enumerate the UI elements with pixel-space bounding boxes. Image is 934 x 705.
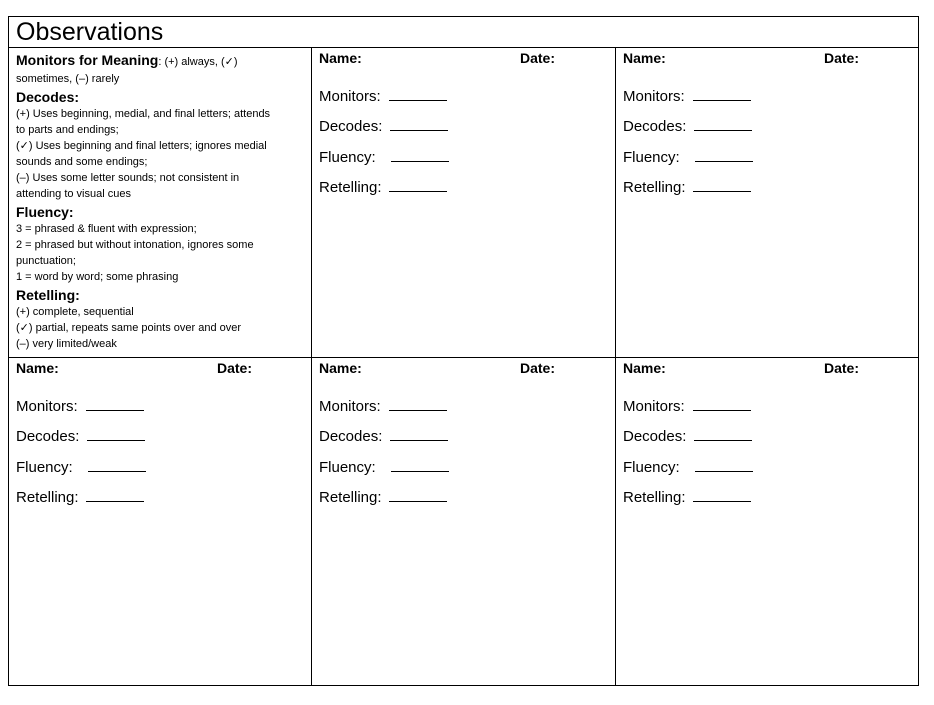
name-label: Name: bbox=[623, 50, 666, 66]
observation-cell-2 bbox=[616, 48, 918, 357]
decodes-label: Decodes: bbox=[16, 428, 80, 445]
retelling-field[interactable] bbox=[319, 178, 447, 197]
observations-sheet bbox=[8, 16, 919, 686]
key-line: sounds and some endings; bbox=[16, 156, 148, 168]
key-line: (–) very limited/weak bbox=[16, 338, 117, 350]
decodes-field[interactable] bbox=[16, 427, 145, 446]
key-line: 1 = word by word; some phrasing bbox=[16, 271, 179, 283]
date-label: Date: bbox=[824, 360, 860, 376]
key-line: 2 = phrased but without intonation, ignores some bbox=[16, 239, 254, 251]
fluency-label: Fluency: bbox=[623, 149, 680, 166]
fluency-label: Fluency: bbox=[319, 149, 376, 166]
fluency-field[interactable] bbox=[623, 458, 753, 477]
retelling-blank[interactable] bbox=[86, 488, 144, 502]
fluency-label: Fluency: bbox=[16, 459, 73, 476]
observation-cell-4 bbox=[312, 358, 615, 686]
monitors-field[interactable] bbox=[623, 87, 751, 106]
fluency-label: Fluency: bbox=[319, 459, 376, 476]
retelling-field[interactable] bbox=[319, 488, 447, 507]
decodes-field[interactable] bbox=[623, 427, 752, 446]
decodes-label: Decodes: bbox=[623, 428, 687, 445]
name-label: Name: bbox=[319, 360, 362, 376]
key-decodes: Decodes: (+) Uses beginning, medial, and final letters; attends to parts and endings; (✓) Uses beginning and final letters; ignores medial sounds and some endings; (–) Uses some letter sounds; not consistent in attending to visual cues bbox=[16, 89, 306, 202]
fluency-field[interactable] bbox=[623, 148, 753, 167]
monitors-field[interactable] bbox=[623, 397, 751, 416]
monitors-label: Monitors: bbox=[319, 398, 381, 415]
key-line: attending to visual cues bbox=[16, 188, 131, 200]
monitors-field[interactable] bbox=[319, 87, 447, 106]
decodes-blank[interactable] bbox=[694, 427, 752, 441]
name-label: Name: bbox=[319, 50, 362, 66]
decodes-blank[interactable] bbox=[390, 427, 448, 441]
key-fluency-heading: Fluency bbox=[16, 204, 69, 220]
retelling-field[interactable] bbox=[623, 178, 751, 197]
key-line: (+) complete, sequential bbox=[16, 306, 134, 318]
scoring-key bbox=[9, 48, 311, 357]
retelling-label: Retelling: bbox=[623, 489, 686, 506]
retelling-field[interactable] bbox=[16, 488, 144, 507]
date-label: Date: bbox=[824, 50, 860, 66]
fluency-blank[interactable] bbox=[391, 148, 449, 162]
key-retelling-heading: Retelling bbox=[16, 287, 76, 303]
key-line: 3 = phrased & fluent with expression; bbox=[16, 223, 197, 235]
decodes-blank[interactable] bbox=[390, 117, 448, 131]
retelling-label: Retelling: bbox=[16, 489, 79, 506]
date-label: Date: bbox=[520, 360, 556, 376]
key-monitors-inline: : (+) always, (✓) bbox=[158, 56, 238, 68]
date-label: Date: bbox=[217, 360, 253, 376]
monitors-field[interactable] bbox=[319, 397, 447, 416]
fluency-blank[interactable] bbox=[695, 148, 753, 162]
monitors-field[interactable] bbox=[16, 397, 144, 416]
decodes-label: Decodes: bbox=[319, 118, 383, 135]
key-line: sometimes, (–) rarely bbox=[16, 73, 120, 85]
monitors-blank[interactable] bbox=[389, 397, 447, 411]
key-monitors bbox=[16, 52, 306, 87]
name-label: Name: bbox=[623, 360, 666, 376]
monitors-label: Monitors: bbox=[319, 88, 381, 105]
date-label: Date: bbox=[520, 50, 556, 66]
retelling-blank[interactable] bbox=[389, 488, 447, 502]
key-decodes-heading: Decodes bbox=[16, 89, 75, 105]
fluency-field[interactable] bbox=[319, 148, 449, 167]
page-title: Observations bbox=[16, 18, 164, 46]
fluency-field[interactable] bbox=[16, 458, 146, 477]
observation-cell-5 bbox=[616, 358, 918, 686]
fluency-label: Fluency: bbox=[623, 459, 680, 476]
retelling-label: Retelling: bbox=[319, 179, 382, 196]
fluency-field[interactable] bbox=[319, 458, 449, 477]
key-line: punctuation; bbox=[16, 255, 76, 267]
key-line: (✓) Uses beginning and final letters; ignores medial bbox=[16, 140, 267, 152]
decodes-field[interactable] bbox=[319, 427, 448, 446]
key-line: (+) Uses beginning, medial, and final letters; attends bbox=[16, 108, 271, 120]
decodes-label: Decodes: bbox=[623, 118, 687, 135]
retelling-blank[interactable] bbox=[693, 178, 751, 192]
retelling-label: Retelling: bbox=[319, 489, 382, 506]
retelling-label: Retelling: bbox=[623, 179, 686, 196]
key-line: (–) Uses some letter sounds; not consistent in bbox=[16, 172, 240, 184]
monitors-blank[interactable] bbox=[389, 87, 447, 101]
monitors-label: Monitors: bbox=[623, 398, 685, 415]
fluency-blank[interactable] bbox=[88, 458, 146, 472]
key-monitors-heading: Monitors for Meaning bbox=[16, 52, 159, 68]
monitors-blank[interactable] bbox=[86, 397, 144, 411]
name-label: Name: bbox=[16, 360, 59, 376]
key-line: (✓) partial, repeats same points over and over bbox=[16, 322, 242, 334]
retelling-field[interactable] bbox=[623, 488, 751, 507]
decodes-blank[interactable] bbox=[87, 427, 145, 441]
key-fluency: Fluency: 3 = phrased & fluent with expression; 2 = phrased but without intonation, ignores some punctuation; 1 = word by word; some phrasing bbox=[16, 204, 306, 285]
retelling-blank[interactable] bbox=[693, 488, 751, 502]
fluency-blank[interactable] bbox=[695, 458, 753, 472]
key-line: to parts and endings; bbox=[16, 124, 119, 136]
observation-cell-3 bbox=[9, 358, 311, 686]
decodes-field[interactable] bbox=[623, 117, 752, 136]
monitors-label: Monitors: bbox=[16, 398, 78, 415]
title-row bbox=[9, 17, 918, 48]
decodes-blank[interactable] bbox=[694, 117, 752, 131]
monitors-blank[interactable] bbox=[693, 87, 751, 101]
decodes-label: Decodes: bbox=[319, 428, 383, 445]
fluency-blank[interactable] bbox=[391, 458, 449, 472]
decodes-field[interactable] bbox=[319, 117, 448, 136]
retelling-blank[interactable] bbox=[389, 178, 447, 192]
key-retelling: Retelling: (+) complete, sequential (✓) partial, repeats same points over and over (–) very limited/weak bbox=[16, 287, 306, 352]
monitors-blank[interactable] bbox=[693, 397, 751, 411]
observation-cell-1 bbox=[312, 48, 615, 357]
monitors-label: Monitors: bbox=[623, 88, 685, 105]
